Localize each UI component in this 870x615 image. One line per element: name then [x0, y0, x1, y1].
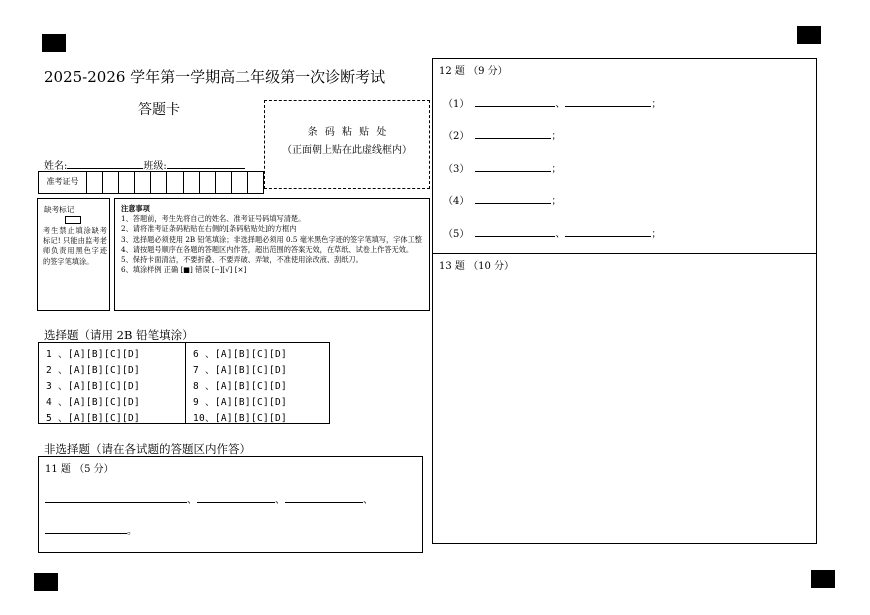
choice-grid-divider: [185, 343, 186, 423]
notice-title: 注意事项: [121, 204, 150, 213]
exam-number-cells[interactable]: [87, 172, 263, 193]
q11-answer-box[interactable]: [38, 456, 423, 553]
name-underline: [67, 158, 143, 169]
barcode-label: 条 码 粘 贴 处: [307, 127, 387, 138]
choice-row-6[interactable]: 6 、[A][B][C][D]: [193, 349, 288, 360]
notice-item: 4、请按题号顺序在各题的答题区内作答，超出范围的答案无效，在草纸、试卷上作答无效。: [121, 244, 414, 254]
absent-mark-box: [37, 198, 110, 311]
choice-row-2[interactable]: 2 、[A][B][C][D]: [46, 365, 141, 376]
name-field[interactable]: [44, 157, 245, 172]
positioning-mark-top-right: [797, 26, 821, 44]
q11-line-1[interactable]: 、 、 、: [45, 491, 373, 506]
q13-answer-area[interactable]: [433, 273, 816, 543]
answer-sheet-title: 答题卡: [138, 102, 180, 118]
notice-box: [114, 198, 430, 311]
choice-heading: 选择题（请用 2B 铅笔填涂）: [44, 328, 194, 342]
q13-label: 13 题 （10 分）: [439, 261, 514, 272]
notice-item: 6、填涂样例 正确 [■] 错误 [--][√] [×]: [121, 265, 247, 275]
q12-item-3[interactable]: （3） ；: [443, 160, 561, 175]
choice-grid: [38, 342, 330, 424]
barcode-note: （正面朝上贴在此虚线框内）: [282, 145, 412, 156]
notice-item: 5、保持卡面清洁，不要折叠、不要弄破、弄皱，不准使用涂改液、刮纸刀。: [121, 255, 363, 265]
absent-mark-checkbox[interactable]: [65, 216, 81, 224]
positioning-mark-bottom-right: [811, 570, 835, 588]
exam-title: 2025-2026 学年第一学期高二年级第一次诊断考试: [44, 68, 386, 86]
nonchoice-heading: 非选择题（请在各试题的答题区内作答）: [44, 442, 251, 456]
q12-q13-divider: [433, 253, 816, 254]
q12-label: 12 题 （9 分）: [439, 66, 508, 77]
choice-row-5[interactable]: 5 、[A][B][C][D]: [46, 413, 141, 424]
class-label: 班级:: [143, 161, 167, 172]
choice-row-10[interactable]: 10、[A][B][C][D]: [193, 413, 288, 424]
notice-item: 3、选择题必须使用 2B 铅笔填涂；非选择题必须用 0.5 毫米黑色字迹的签字笔填写，字体工整: [121, 234, 422, 244]
choice-row-4[interactable]: 4 、[A][B][C][D]: [46, 397, 141, 408]
q12-item-4[interactable]: （4） ；: [443, 192, 561, 207]
choice-row-7[interactable]: 7 、[A][B][C][D]: [193, 365, 288, 376]
name-label: 姓名:: [44, 161, 68, 172]
notice-item: 1、答题前，考生先将自己的姓名、准考证号码填写清楚。: [121, 214, 306, 224]
exam-number-grid[interactable]: [38, 171, 264, 194]
choice-row-1[interactable]: 1 、[A][B][C][D]: [46, 349, 141, 360]
q11-line-2[interactable]: 。: [45, 522, 137, 537]
absent-mark-text: 考生禁止填涂缺考标记! 只能由监考老师负责用黑色字迹的签字笔填涂。: [43, 226, 107, 266]
choice-row-3[interactable]: 3 、[A][B][C][D]: [46, 381, 141, 392]
positioning-mark-bottom-left: [34, 573, 58, 591]
choice-row-8[interactable]: 8 、[A][B][C][D]: [193, 381, 288, 392]
notice-item: 2、请将准考证条码粘贴在右侧的[条码粘贴处]的方框内: [121, 224, 297, 234]
q12-item-2[interactable]: （2） ；: [443, 127, 561, 142]
q12-item-5[interactable]: （5） 、 ；: [443, 225, 661, 240]
exam-number-label: 准考证号: [39, 172, 87, 193]
positioning-mark-top-left: [42, 34, 66, 52]
choice-row-9[interactable]: 9 、[A][B][C][D]: [193, 397, 288, 408]
class-underline: [167, 158, 245, 169]
q11-label: 11 题 （5 分）: [45, 464, 114, 475]
absent-mark-title: 缺考标记: [44, 205, 75, 214]
barcode-area: [264, 100, 430, 189]
right-answer-column: [432, 58, 817, 544]
q12-item-1[interactable]: （1） 、 ；: [443, 95, 661, 110]
